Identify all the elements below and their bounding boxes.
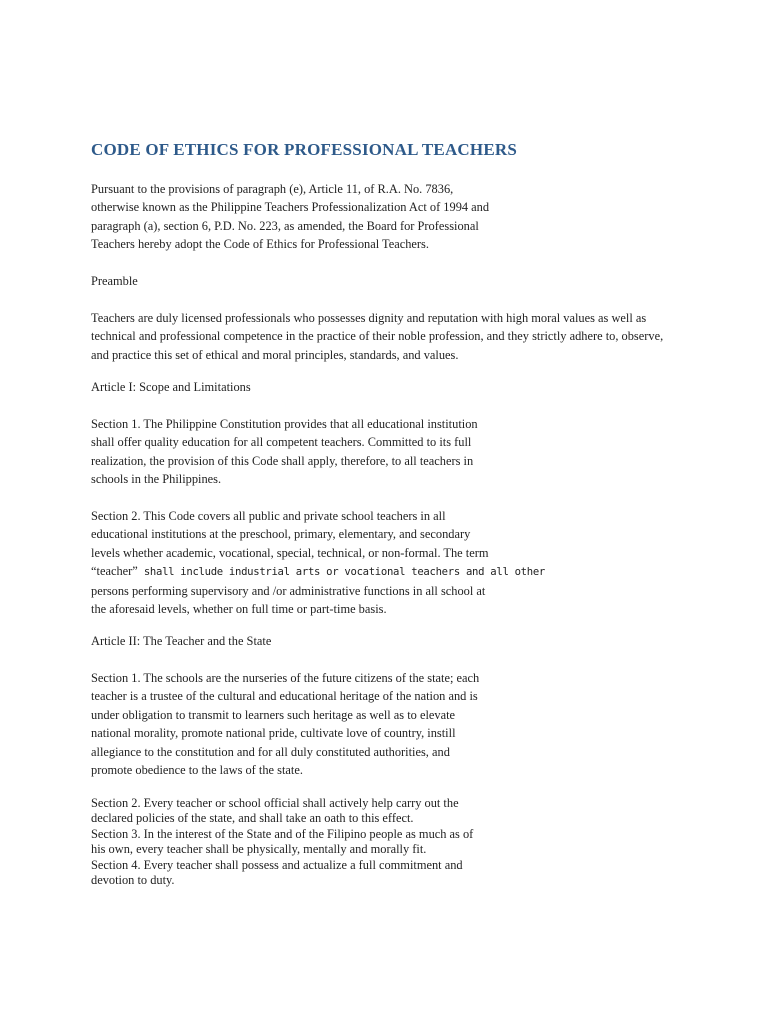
section-line: his own, every teacher shall be physically, mentally and morally fit. [91, 842, 427, 857]
section-line-quote: “teacher” [91, 564, 138, 579]
intro-line: paragraph (a), section 6, P.D. No. 223, as amended, the Board for Professional [91, 218, 479, 233]
section-line: Section 4. Every teacher shall possess and actualize a full commitment and [91, 857, 463, 872]
section-line: realization, the provision of this Code shall apply, therefore, to all teachers in [91, 453, 474, 468]
section-line: levels whether academic, vocational, special, technical, or non-formal. The term [91, 545, 489, 560]
preamble-line: and practice this set of ethical and moral principles, standards, and values. [91, 347, 459, 362]
article-2-sections-2-to-4 [91, 796, 473, 888]
section-line: promote obedience to the laws of the state. [91, 763, 303, 778]
article-2-section-1 [91, 669, 479, 779]
section-line: Section 2. This Code covers all public and private school teachers in all [91, 509, 446, 523]
article-1-heading: Article I: Scope and Limitations [91, 380, 251, 394]
article-1-section-2 [91, 507, 545, 618]
section-line: Section 2. Every teacher or school official shall actively help carry out the [91, 796, 459, 810]
section-line: schools in the Philippines. [91, 472, 222, 487]
section-line: Section 3. In the interest of the State and of the Filipino people as much as of [91, 826, 474, 841]
section-line: declared policies of the state, and shall take an oath to this effect. [91, 811, 414, 826]
section-line: Section 1. The schools are the nurseries of the future citizens of the state; each [91, 671, 480, 685]
section-line: shall offer quality education for all competent teachers. Committed to its full [91, 435, 472, 450]
document-title: CODE OF ETHICS FOR PROFESSIONAL TEACHERS [91, 140, 518, 159]
section-line: national morality, promote national pride, cultivate love of country, instill [91, 726, 456, 741]
preamble-line: Teachers are duly licensed professionals who possesses dignity and reputation with high moral values as well as [91, 311, 647, 325]
section-line: persons performing supervisory and /or administrative functions in all school at [91, 583, 486, 598]
section-line: devotion to duty. [91, 873, 175, 888]
section-line: Section 1. The Philippine Constitution provides that all educational institution [91, 417, 478, 431]
article-2-heading: Article II: The Teacher and the State [91, 634, 272, 648]
section-line: allegiance to the constitution and for all duly constituted authorities, and [91, 744, 450, 759]
intro-line: Teachers hereby adopt the Code of Ethics for Professional Teachers. [91, 237, 429, 252]
preamble-paragraph [91, 309, 663, 364]
section-line: teacher is a trustee of the cultural and educational heritage of the nation and is [91, 689, 478, 704]
intro-line: otherwise known as the Philippine Teachers Professionalization Act of 1994 and [91, 200, 490, 215]
section-line: the aforesaid levels, whether on full time or part-time basis. [91, 602, 387, 617]
intro-line: Pursuant to the provisions of paragraph (e), Article 11, of R.A. No. 7836, [91, 182, 454, 196]
article-1-section-1 [91, 415, 478, 489]
section-line: under obligation to transmit to learners such heritage as well as to elevate [91, 707, 456, 722]
section-line-mixed-font: shall include industrial arts or vocational teachers and all other [137, 566, 545, 579]
preamble-line: technical and professional competence in the practice of their noble profession, and they strictly adhere to, observe, [91, 329, 664, 344]
intro-paragraph [91, 180, 489, 254]
section-line: educational institutions at the preschool, primary, elementary, and secondary [91, 527, 471, 542]
preamble-heading: Preamble [91, 274, 138, 288]
